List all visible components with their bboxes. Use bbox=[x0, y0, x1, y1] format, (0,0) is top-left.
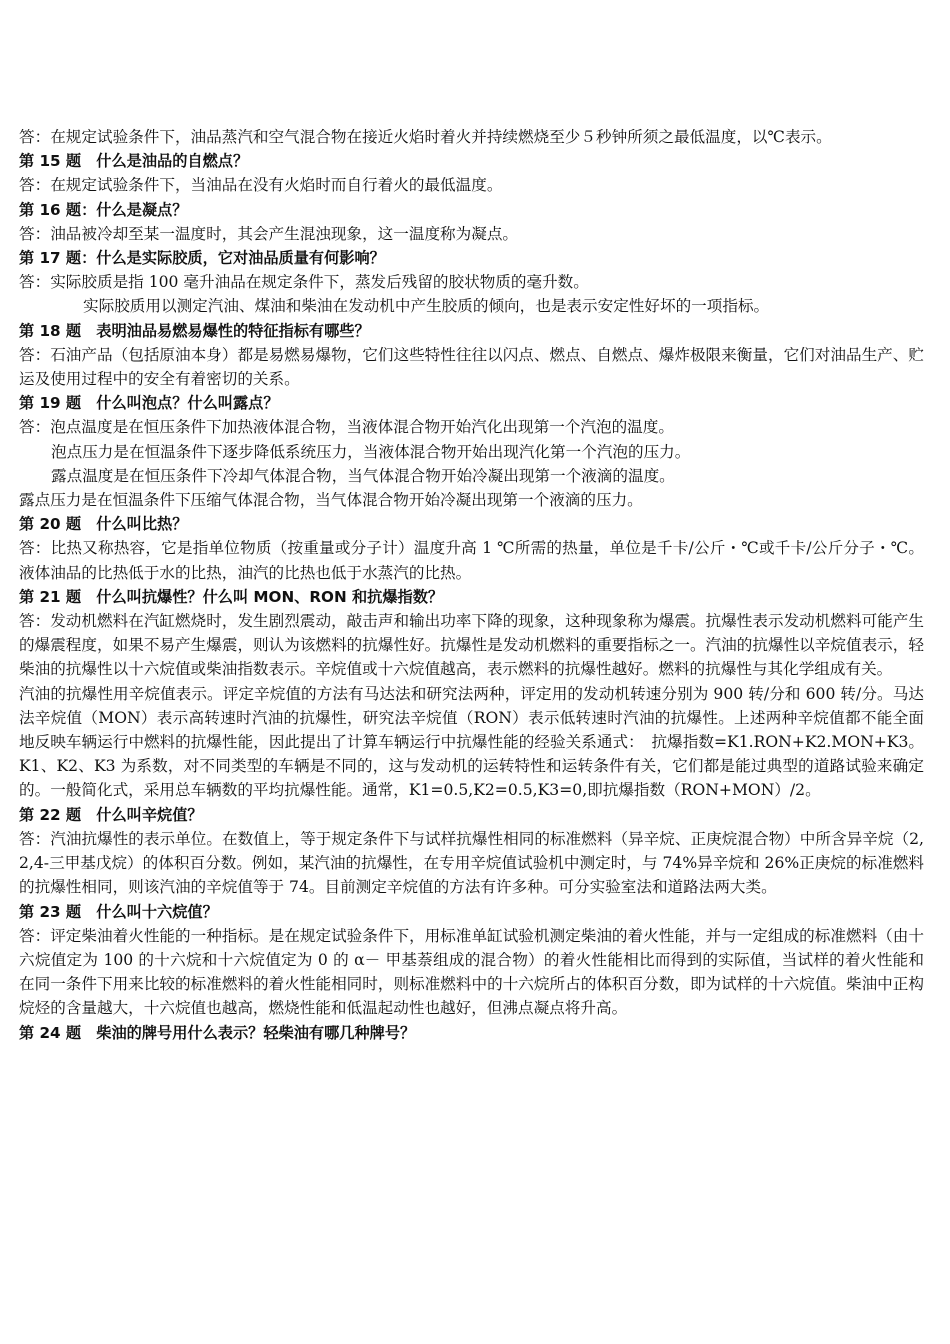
question-23-heading: 第 23 题 什么叫十六烷值？ bbox=[19, 902, 218, 921]
question-22-heading: 第 22 题 什么叫辛烷值？ bbox=[19, 805, 203, 824]
question-19-heading: 第 19 题 什么叫泡点？什么叫露点？ bbox=[19, 394, 279, 413]
answer-21-paragraph-2: 汽油的抗爆性用辛烷值表示。评定辛烷值的方法有马达法和研究法两种，评定用的发动机转速分别为 900 转/分和 600 转/分。马达法辛烷值（MON）表示高转速时汽油的抗爆性，研究法辛烷值（RON）表示低转速时汽油的抗爆性。上述两种辛烷值都不能全面地反映车辆运行中燃料的抗爆性能，因此提出了计算车辆运行中抗爆性能的经验关系通式： 抗爆指数=K1.RON+K2.MON+K3。K1、K2、K3 为系数，对不同类型的车辆是不同的，这与发动机的运转特性和运转条件有关，它们都是能过典型的道路试验来确定的。一般简化式，采用总车辆数的平均抗爆性能。通常，K1=0.5,K2=0.5,K3=0,即抗爆指数（RON+MON）/2。 bbox=[19, 684, 924, 800]
question-18-heading: 第 18 题 表明油品易燃易爆性的特征指标有哪些？ bbox=[19, 321, 370, 340]
answer-19-text: 答：泡点温度是在恒压条件下加热液体混合物，当液体混合物开始汽化出现第一个汽泡的温度。 bbox=[19, 418, 674, 437]
question-15-heading: 第 15 题 什么是油品的自燃点？ bbox=[19, 152, 249, 171]
answer-22-text: 答：汽油抗爆性的表示单位。在数值上，等于规定条件下与试样抗爆性相同的标准燃料（异辛烷、正庚烷混合物）中所含异辛烷（2,2,4-三甲基戊烷）的体积百分数。例如，某汽油的抗爆性，在专用辛烷值试验机中测定时，与 74%异辛烷和 26%正庚烷的标准燃料的抗爆性相同，则该汽油的辛烷值等于 74。目前测定辛烷值的方法有许多种。可分实验室法和道路法两大类。 bbox=[19, 829, 924, 897]
answer-17-text: 答：实际胶质是指 100 毫升油品在规定条件下，蒸发后残留的胶状物质的毫升数。 bbox=[19, 273, 589, 292]
answer-19-dew-temperature: 露点温度是在恒压条件下冷却气体混合物，当气体混合物开始冷凝出现第一个液滴的温度。 bbox=[51, 466, 675, 485]
question-17-heading: 第 17 题：什么是实际胶质，它对油品质量有何影响？ bbox=[19, 249, 385, 268]
answer-14-text: 答：在规定试验条件下，油品蒸汽和空气混合物在接近火焰时着火并持续燃烧至少５秒钟所须之最低温度，以℃表示。 bbox=[19, 128, 832, 146]
answer-18-text: 答：石油产品（包括原油本身）都是易燃易爆物，它们这些特性往往以闪点、燃点、自燃点、爆炸极限来衡量，它们对油品生产、贮运及使用过程中的安全有着密切的关系。 bbox=[19, 345, 924, 389]
answer-23-text: 答：评定柴油着火性能的一种指标。是在规定试验条件下，用标准单缸试验机测定柴油的着火性能，并与一定组成的标准燃料（由十六烷值定为 100 的十六烷和十六烷值定为 0 的 α－ 甲基萘组成的混合物）的着火性能相比而得到的实际值，当试样的着火性能和在同一条件下用来比较的标准燃料的着火性能相同时，则标准燃料中的十六烷所占的体积百分数，即为试样的十六烷值。柴油中正构烷烃的含量越大，十六烷值也越高，燃烧性能和低温起动性也越好，但沸点凝点将升高。 bbox=[19, 926, 924, 1018]
question-16-heading: 第 16 题：什么是凝点？ bbox=[19, 200, 188, 219]
answer-20-text: 答：比热又称热容，它是指单位物质（按重量或分子计）温度升高 1 ℃所需的热量，单位是千卡/公斤・℃或千卡/公斤分子・℃。液体油品的比热低于水的比热，油汽的比热也低于水蒸汽的比热。 bbox=[19, 539, 924, 582]
document-body bbox=[19, 125, 924, 1045]
answer-19-dew-pressure: 露点压力是在恒温条件下压缩气体混合物，当气体混合物开始冷凝出现第一个液滴的压力。 bbox=[19, 491, 643, 510]
answer-17-paragraph-2-text: 实际胶质用以测定汽油、煤油和柴油在发动机中产生胶质的倾向，也是表示安定性好坏的一项指标。 bbox=[83, 297, 770, 316]
answer-21-text: 答：发动机燃料在汽缸燃烧时，发生剧烈震动，敲击声和输出功率下降的现象，这种现象称为爆震。抗爆性表示发动机燃料可能产生的爆震程度，如果不易产生爆震，则认为该燃料的抗爆性好。抗爆性是发动机燃料的重要指标之一。汽油的抗爆性以辛烷值表示，轻柴油的抗爆性以十六烷值或柴油指数表示。辛烷值或十六烷值越高，表示燃料的抗爆性越好。燃料的抗爆性与其化学组成有关。 bbox=[19, 612, 924, 679]
question-24-heading: 第 24 题 柴油的牌号用什么表示？轻柴油有哪几种牌号？ bbox=[19, 1023, 416, 1042]
answer-15-text: 答：在规定试验条件下，当油品在没有火焰时而自行着火的最低温度。 bbox=[19, 176, 503, 195]
answer-19-bubble-pressure: 泡点压力是在恒温条件下逐步降低系统压力，当液体混合物开始出现汽化第一个汽泡的压力。 bbox=[51, 442, 691, 461]
answer-16-text: 答：油品被冷却至某一温度时，其会产生混浊现象，这一温度称为凝点。 bbox=[19, 224, 519, 243]
question-20-heading: 第 20 题 什么叫比热？ bbox=[19, 515, 188, 534]
question-21-heading: 第 21 题 什么叫抗爆性？什么叫 MON、RON 和抗爆指数？ bbox=[19, 587, 444, 606]
answer-17-paragraph-2 bbox=[19, 294, 924, 318]
